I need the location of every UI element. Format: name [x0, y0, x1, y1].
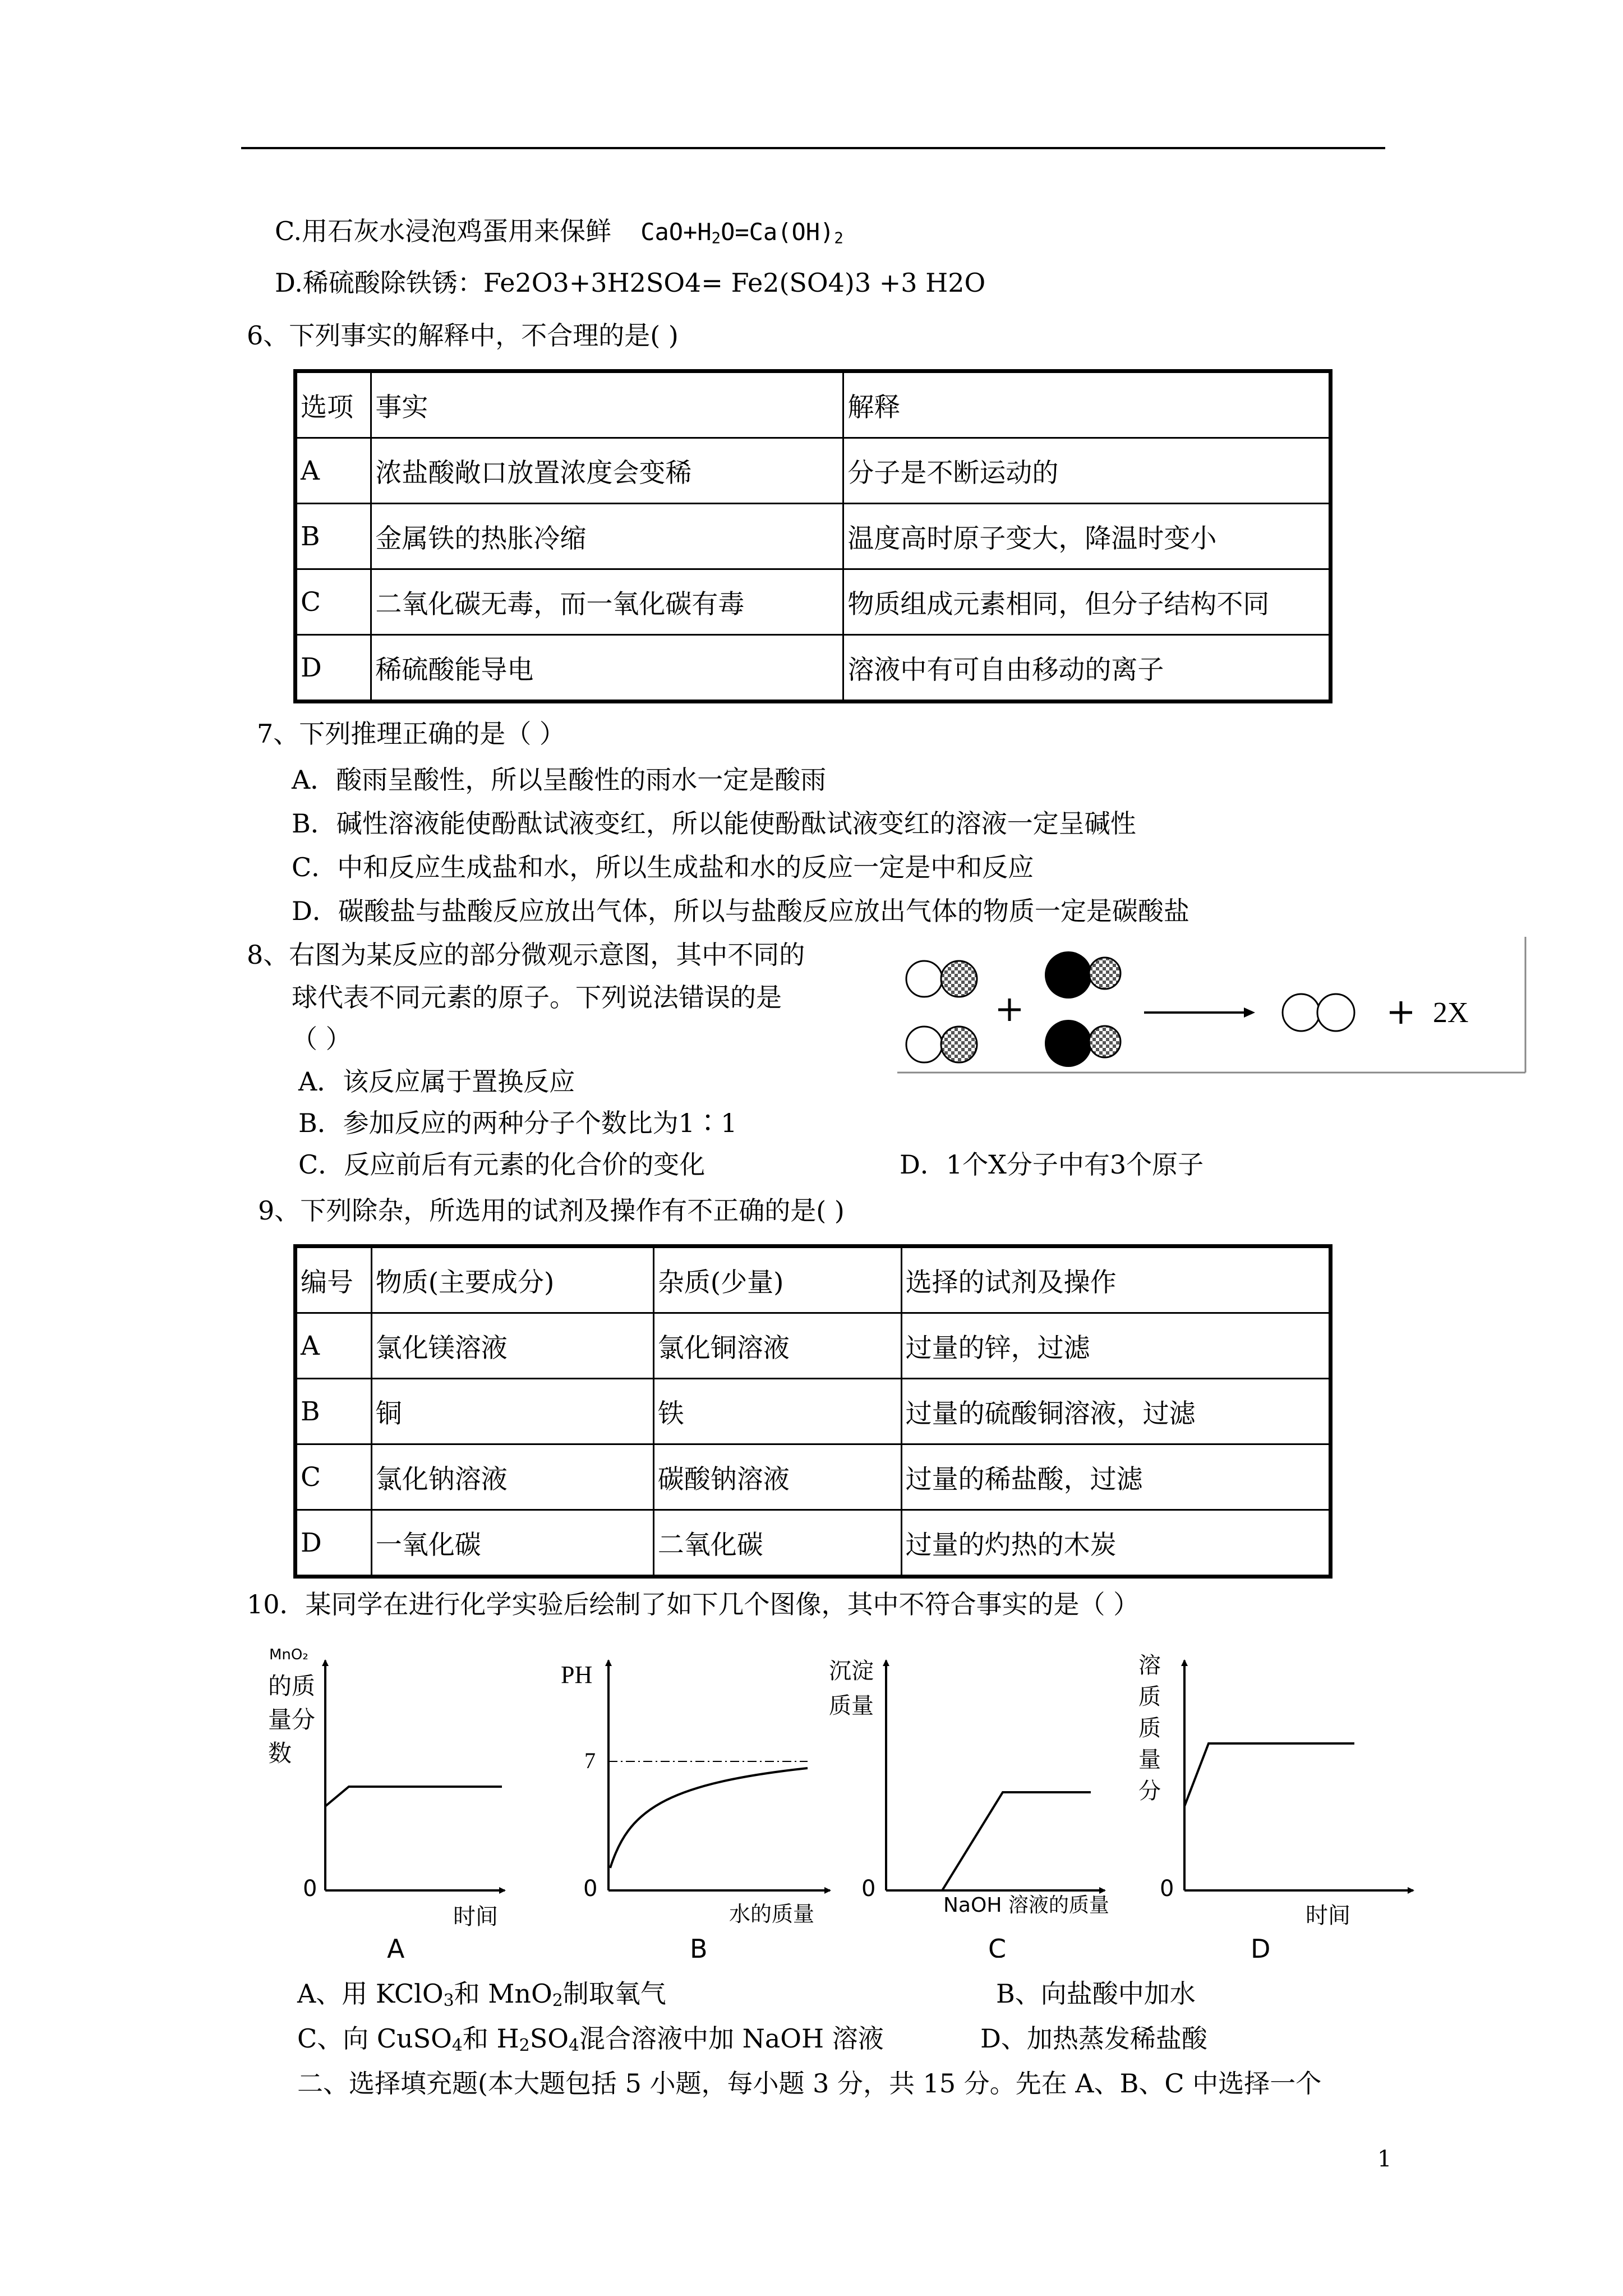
graph-a-origin: 0: [303, 1876, 317, 1902]
table-cell: 铜: [371, 1379, 653, 1444]
graph-d-ylabel-4: 量: [1138, 1747, 1161, 1773]
q7-option-d: D．碳酸盐与盐酸反应放出气体，所以与盐酸反应放出气体的物质一定是碳酸盐: [292, 896, 1189, 926]
table-row: [296, 1379, 1331, 1444]
q10-option-b: B、向盐酸中加水: [996, 1978, 1196, 2009]
table-cell: 氯化镁溶液: [371, 1313, 653, 1379]
table-row: [296, 1510, 1331, 1577]
table-header: 选项: [296, 371, 371, 438]
graph-c-origin: 0: [861, 1876, 876, 1902]
q8-option-c: C．反应前后有元素的化合价的变化: [298, 1149, 706, 1180]
table-cell: 金属铁的热胀冷缩: [371, 504, 843, 569]
arrow-right-icon: [1144, 1007, 1255, 1018]
graph-c-letter: C: [988, 1934, 1007, 1958]
table-cell: B: [296, 504, 371, 569]
product-molecule: [1283, 994, 1354, 1031]
graph-b-letter: B: [690, 1934, 708, 1958]
table-cell: 稀硫酸能导电: [371, 635, 843, 702]
reactant-molecule-1: [906, 961, 977, 1062]
table-cell: 氯化钠溶液: [371, 1444, 653, 1510]
q6-table: [293, 369, 1332, 703]
graph-b-ylabel: PH: [561, 1661, 593, 1688]
q10-option-c: C、向 CuSO$_4$和 $H_2SO_4$混合溶液中加 NaOH 溶液: [297, 2023, 884, 2055]
q10-stem: 10．某同学在进行化学实验后绘制了如下几个图像，其中不符合事实的是（ ）: [247, 1589, 1140, 1619]
table-cell: 物质组成元素相同，但分子结构不同: [843, 569, 1331, 635]
q10-graphs: [247, 1644, 1430, 1958]
graph-d-ylabel-3: 质: [1138, 1715, 1161, 1741]
graph-a-ylabel-1: 的质: [268, 1672, 316, 1700]
table-cell: C: [296, 1444, 372, 1510]
table-row: [296, 1444, 1331, 1510]
graph-d-ylabel-2: 质: [1138, 1684, 1161, 1710]
q8-stem-2: 球代表不同元素的原子。下列说法错误的是: [292, 982, 782, 1013]
header-rule: [241, 147, 1385, 149]
table-cell: C: [296, 569, 371, 635]
table-header: 事实: [371, 371, 843, 438]
table-cell: 浓盐酸敞口放置浓度会变稀: [371, 438, 843, 504]
q10-option-a: A、用 KClO$_3$和 MnO$_2$制取氧气: [297, 1978, 666, 2010]
table-cell: 二氧化碳无毒，而一氧化碳有毒: [371, 569, 843, 635]
table-cell: 铁: [653, 1379, 901, 1444]
q5-option-c: C.用石灰水浸泡鸡蛋用来保鲜 $CaO+H_2O=Ca(OH)_2$: [275, 216, 843, 247]
q8-option-d: D．1个X分子中有3个原子: [900, 1149, 1204, 1180]
table-cell: D: [296, 635, 371, 702]
table-row: [296, 438, 1331, 504]
graph-b: [561, 1660, 830, 1958]
q7-option-a: A．酸雨呈酸性，所以呈酸性的雨水一定是酸雨: [292, 765, 827, 795]
plus-icon: [998, 999, 1021, 1021]
reactant-molecule-2: [1045, 951, 1121, 1067]
table-cell: 一氧化碳: [371, 1510, 653, 1577]
graph-b-tick-7: 7: [584, 1748, 596, 1773]
table-cell: 过量的稀盐酸，过滤: [901, 1444, 1330, 1510]
q5-option-d: D.稀硫酸除铁锈：Fe2O3+3H2SO4= Fe2(SO4)3 +3 H2O: [275, 268, 986, 298]
graph-d-curve: [1184, 1743, 1354, 1806]
plus-icon: [1390, 1001, 1412, 1024]
table-row: [296, 1246, 1331, 1313]
q8-stem-1: 8、右图为某反应的部分微观示意图，其中不同的: [247, 940, 805, 970]
table-cell: 溶液中有可自由移动的离子: [843, 635, 1331, 702]
graph-c-xlabel: NaOH 溶液的质量: [943, 1894, 1109, 1917]
graph-a-curve: [325, 1787, 502, 1806]
product-x-label: 2X: [1433, 997, 1469, 1029]
graph-d-ylabel-5: 分: [1138, 1778, 1161, 1804]
q8-stem-3: （ ）: [292, 1024, 352, 1054]
table-cell: B: [296, 1379, 372, 1444]
graph-b-xlabel: 水的质量: [729, 1902, 815, 1926]
table-cell: 过量的灼热的木炭: [901, 1510, 1330, 1577]
table-cell: A: [296, 438, 371, 504]
table-row: [296, 1313, 1331, 1379]
q8-reaction-diagram: [897, 937, 1542, 1088]
table-row: [296, 569, 1331, 635]
q7-option-b: B．碱性溶液能使酚酞试液变红，所以能使酚酞试液变红的溶液一定呈碱性: [292, 808, 1136, 839]
graph-a: [268, 1646, 505, 1958]
table-header: 编号: [296, 1246, 372, 1313]
table-cell: 过量的硫酸铜溶液，过滤: [901, 1379, 1330, 1444]
table-cell: 过量的锌，过滤: [901, 1313, 1330, 1379]
graph-d: [1138, 1653, 1413, 1958]
graph-b-curve: [610, 1768, 808, 1868]
table-row: [296, 635, 1331, 702]
table-header: 杂质(少量): [653, 1246, 901, 1313]
graph-c-curve: [886, 1792, 1091, 1890]
graph-d-ylabel-1: 溶: [1138, 1653, 1161, 1678]
graph-c: [829, 1658, 1109, 1958]
table-row: [296, 504, 1331, 569]
table-cell: 二氧化碳: [653, 1510, 901, 1577]
q6-stem: 6、下列事实的解释中，不合理的是( ): [247, 320, 679, 351]
table-cell: 氯化铜溶液: [653, 1313, 901, 1379]
graph-a-letter: A: [387, 1934, 405, 1958]
q8-option-a: A．该反应属于置换反应: [298, 1066, 575, 1097]
table-row: [296, 371, 1331, 438]
graph-a-ylabel-2: 量分: [268, 1706, 316, 1733]
table-header: 选择的试剂及操作: [901, 1246, 1330, 1313]
q7-option-c: C．中和反应生成盐和水，所以生成盐和水的反应一定是中和反应: [292, 852, 1034, 882]
table-cell: 碳酸钠溶液: [653, 1444, 901, 1510]
q7-stem: 7、下列推理正确的是（ ）: [257, 719, 565, 749]
graph-d-xlabel: 时间: [1306, 1903, 1350, 1929]
q8-option-b: B．参加反应的两种分子个数比为1∶1: [298, 1108, 737, 1138]
table-header: 物质(主要成分): [371, 1246, 653, 1313]
q10-option-d: D、加热蒸发稀盐酸: [980, 2023, 1207, 2054]
graph-a-xlabel: 时间: [453, 1904, 498, 1930]
graph-d-origin: 0: [1160, 1876, 1174, 1902]
graph-b-origin: 0: [583, 1876, 598, 1902]
graph-c-ylabel-2: 质量: [829, 1693, 874, 1719]
graph-d-letter: D: [1251, 1934, 1271, 1958]
table-header: 解释: [843, 371, 1331, 438]
graph-a-ylabel-top: MnO₂: [269, 1646, 308, 1663]
table-cell: A: [296, 1313, 372, 1379]
q9-stem: 9、下列除杂，所选用的试剂及操作有不正确的是( ): [258, 1195, 845, 1226]
graph-c-ylabel-1: 沉淀: [829, 1658, 874, 1684]
page-number: 1: [1377, 2146, 1392, 2172]
q9-table: [293, 1244, 1332, 1579]
table-cell: D: [296, 1510, 372, 1577]
section-2-heading: 二、选择填充题(本大题包括 5 小题，每小题 3 分，共 15 分。先在 A、B、C 中选择一个: [297, 2068, 1322, 2099]
graph-a-ylabel-3: 数: [268, 1740, 292, 1767]
table-cell: 温度高时原子变大，降温时变小: [843, 504, 1331, 569]
table-cell: 分子是不断运动的: [843, 438, 1331, 504]
